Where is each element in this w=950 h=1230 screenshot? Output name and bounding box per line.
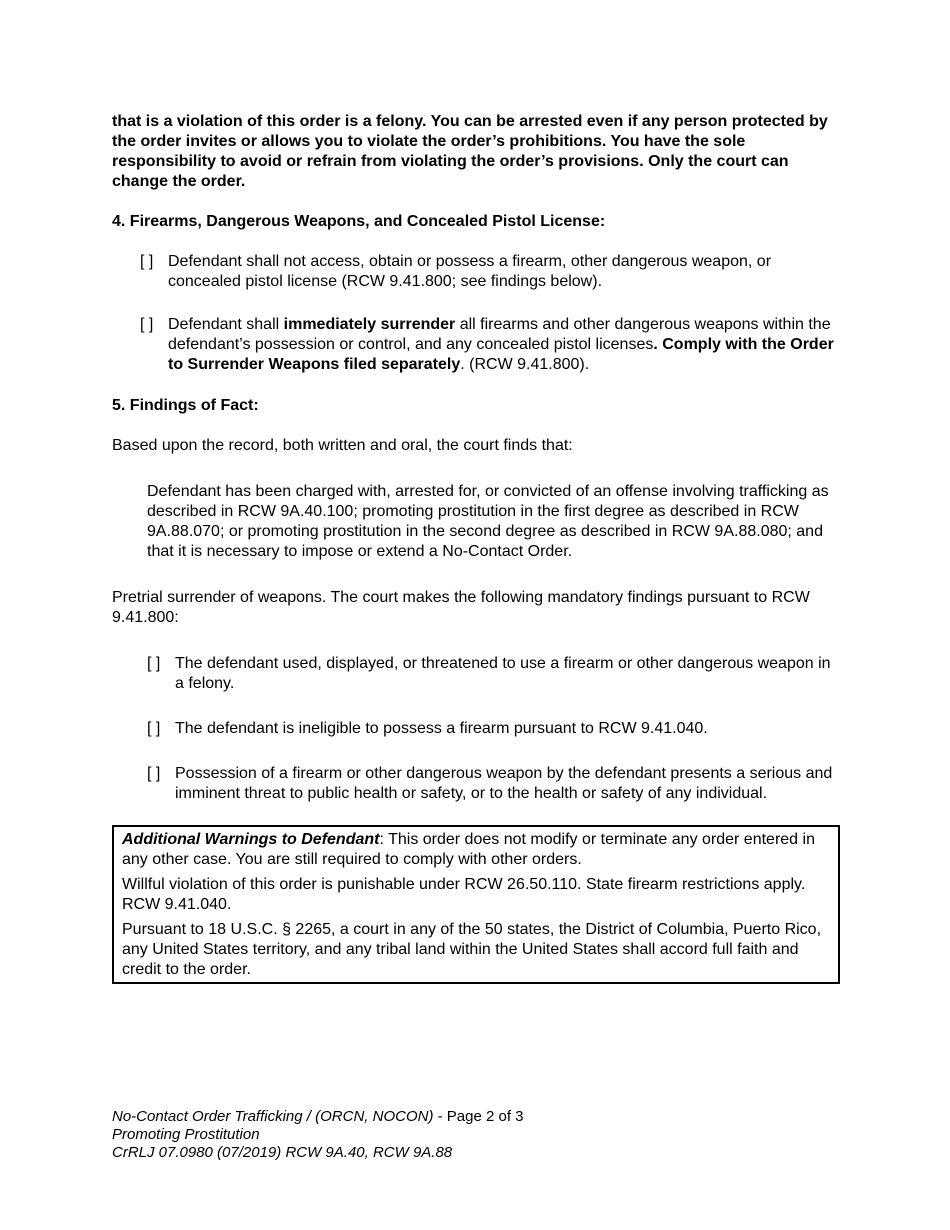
surrender-text-dot: . (653, 336, 658, 353)
firearm-prohibition-item (112, 252, 840, 292)
finding-item-text: Possession of a firearm or other dangerous weapon by the defendant presents a serious and imminent threat to public health or safety, or to the health or safety of any individual. (175, 765, 833, 802)
finding-item-text: The defendant is ineligible to possess a firearm pursuant to RCW 9.41.040. (175, 720, 708, 737)
footer-line-2: Promoting Prostitution (112, 1126, 260, 1143)
pretrial-surrender-text: Pretrial surrender of weapons. The court makes the following mandatory findings pursuant to RCW 9.41.800: (112, 589, 810, 626)
finding-item (112, 654, 840, 694)
surrender-text-part: . (RCW 9.41.800). (460, 356, 590, 373)
section-5-heading: 5. Findings of Fact: (112, 397, 259, 414)
section-4-heading: 4. Firearms, Dangerous Weapons, and Concealed Pistol License: (112, 213, 606, 230)
finding-item (112, 764, 840, 804)
checkbox[interactable]: [ ] (147, 720, 161, 737)
checkbox[interactable]: [ ] (140, 253, 154, 270)
warnings-para-1 (122, 830, 830, 870)
surrender-text-part: Defendant shall (168, 316, 284, 333)
form-title: No-Contact Order Trafficking / (ORCN, NOCON) (112, 1108, 434, 1125)
additional-warnings-box (112, 825, 840, 984)
comply-order-text: Comply with the Order to Surrender Weapons filed separately (168, 336, 834, 373)
checkbox[interactable]: [ ] (147, 765, 161, 782)
finding-statement: Defendant has been charged with, arrested for, or convicted of an offense involving trafficking as described in RCW 9A.40.100; promoting prostitution in the first degree as described in RCW 9A.88.070; or promoting prostitution in the second degree as described in RCW 9A.88.080; and that it is necessary to impose or extend a No-Contact Order. (147, 483, 829, 560)
surrender-text-bold: immediately surrender (283, 316, 456, 333)
warnings-title: Additional Warnings to Defendant (122, 831, 380, 848)
page-footer (112, 1108, 840, 1162)
finding-item-text: The defendant used, displayed, or threatened to use a firearm or other dangerous weapon in a felony. (175, 655, 831, 692)
finding-item (112, 719, 840, 739)
firearm-prohibition-text: Defendant shall not access, obtain or possess a firearm, other dangerous weapon, or concealed pistol license (RCW 9.41.800; see findings below). (168, 253, 772, 290)
surrender-text-part: all firearms and other dangerous weapons within the defendant’s possession or control, and any concealed pistol licenses (168, 316, 831, 353)
surrender-weapons-item (112, 315, 840, 375)
felony-warning-text: that is a violation of this order is a felony. You can be arrested even if any person protected by the order invites or allows you to violate the order’s prohibitions. You have the sole responsibility to avoid or refrain from violating the order’s provisions. Only the court can change the order. (112, 113, 828, 190)
footer-line-1 (112, 1108, 840, 1126)
document-page (112, 112, 840, 984)
page-number: - Page 2 of 3 (433, 1108, 524, 1125)
checkbox[interactable]: [ ] (147, 655, 161, 672)
checkbox[interactable]: [ ] (140, 316, 154, 333)
warnings-para-3: Pursuant to 18 U.S.C. § 2265, a court in any of the 50 states, the District of Columbia, Puerto Rico, any United States territory, and any tribal land within the United States shall accord full faith and credit to the order. (122, 921, 822, 978)
footer-line-3: CrRLJ 07.0980 (07/2019) RCW 9A.40, RCW 9A.88 (112, 1144, 453, 1161)
warnings-para-2: Willful violation of this order is punishable under RCW 26.50.110. State firearm restrictions apply. RCW 9.41.040. (122, 876, 806, 913)
findings-intro: Based upon the record, both written and oral, the court finds that: (112, 437, 573, 454)
warnings-para-1-text: : This order does not modify or terminate any order entered in any other case. You are still required to comply with other orders. (122, 831, 815, 868)
